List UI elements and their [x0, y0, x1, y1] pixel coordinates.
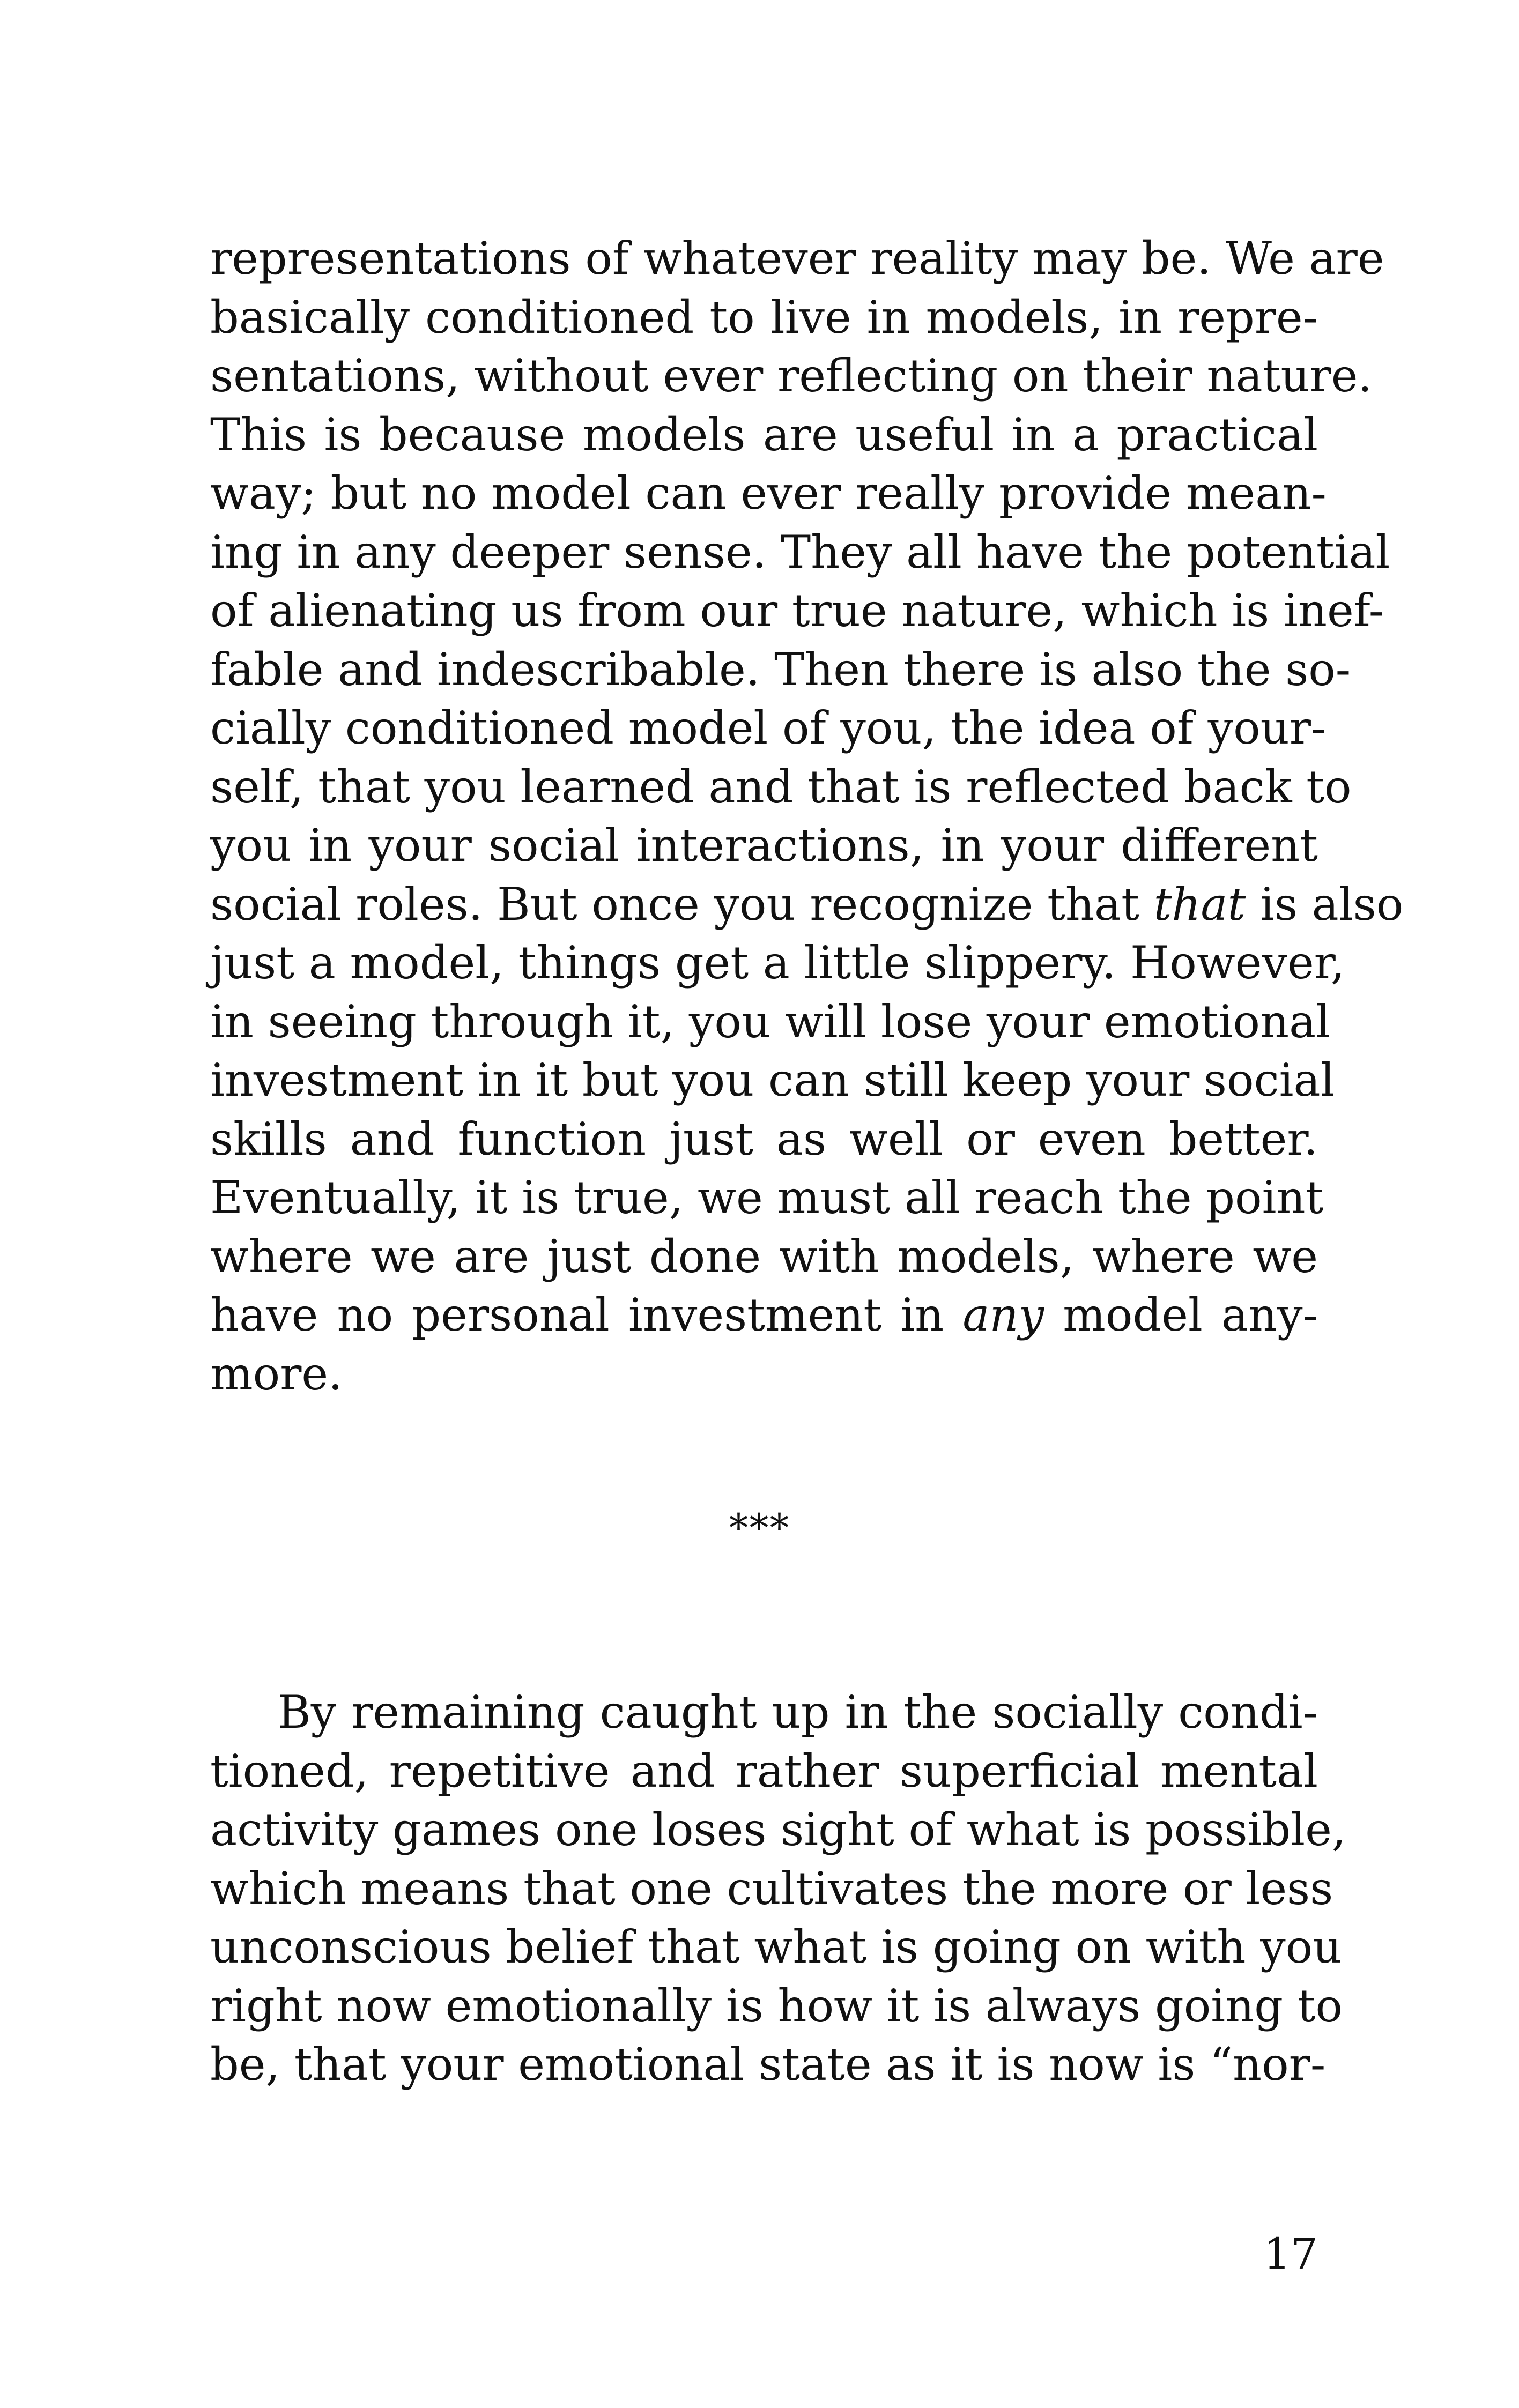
- text-line: which means that one cultivates the more or less: [210, 1862, 1333, 1915]
- text-line: activity games one loses sight of what is possible,: [210, 1803, 1346, 1856]
- text-line: ing in any deeper sense. They all have the potential: [210, 525, 1390, 578]
- text-line: fable and indescribable. Then there is also the so-: [210, 643, 1351, 696]
- text-segment: is also: [1246, 878, 1404, 931]
- text-segment: social roles. But once you recognize that: [210, 878, 1154, 931]
- text-line: skills and function just as well or even better.: [210, 1112, 1318, 1165]
- text-line: in seeing through it, you will lose your emotional: [210, 995, 1331, 1048]
- text-segment: have no personal investment in: [210, 1289, 963, 1341]
- paragraph-new: [210, 1683, 1346, 2094]
- text-line: basically conditioned to live in models, in repre-: [210, 291, 1318, 344]
- text-line: unconscious belief that what is going on with you: [210, 1921, 1342, 1973]
- text-line: self, that you learned and that is reflected back to: [210, 760, 1352, 813]
- text-line: sentations, without ever reflecting on their nature.: [210, 350, 1373, 402]
- section-separator: ***: [729, 1505, 790, 1550]
- text-line: just a model, things get a little slippery. However,: [210, 937, 1345, 989]
- emphasis-text: any: [962, 1289, 1044, 1341]
- emphasis-text: that: [1153, 878, 1246, 931]
- text-line: By remaining caught up in the socially condi-: [278, 1686, 1318, 1738]
- text-line: investment in it but you can still keep your social: [210, 1054, 1335, 1106]
- text-line: of alienating us from our true nature, which is inef-: [210, 584, 1384, 637]
- text-line-with-emphasis: [210, 875, 1404, 934]
- page-number: 17: [1263, 2229, 1318, 2279]
- text-line: you in your social interactions, in your different: [210, 819, 1318, 872]
- text-line: right now emotionally is how it is always going to: [210, 1979, 1343, 2032]
- paragraph-continued: [210, 229, 1404, 1403]
- text-line: more.: [210, 1347, 343, 1400]
- text-line: tioned, repetitive and rather superficial mental: [210, 1744, 1318, 1797]
- text-line: Eventually, it is true, we must all reach the point: [210, 1171, 1324, 1224]
- text-line: where we are just done with models, where we: [210, 1230, 1318, 1283]
- text-line: way; but no model can ever really provide mean-: [210, 467, 1327, 519]
- text-line: This is because models are useful in a practical: [210, 408, 1318, 461]
- text-line: representations of whatever reality may be. We are: [210, 232, 1384, 285]
- text-line-with-emphasis: [210, 1286, 1318, 1345]
- text-segment: model any-: [1044, 1289, 1318, 1341]
- text-line: be, that your emotional state as it is now is “nor-: [210, 2038, 1326, 2091]
- text-line: cially conditioned model of you, the idea of your-: [210, 702, 1327, 754]
